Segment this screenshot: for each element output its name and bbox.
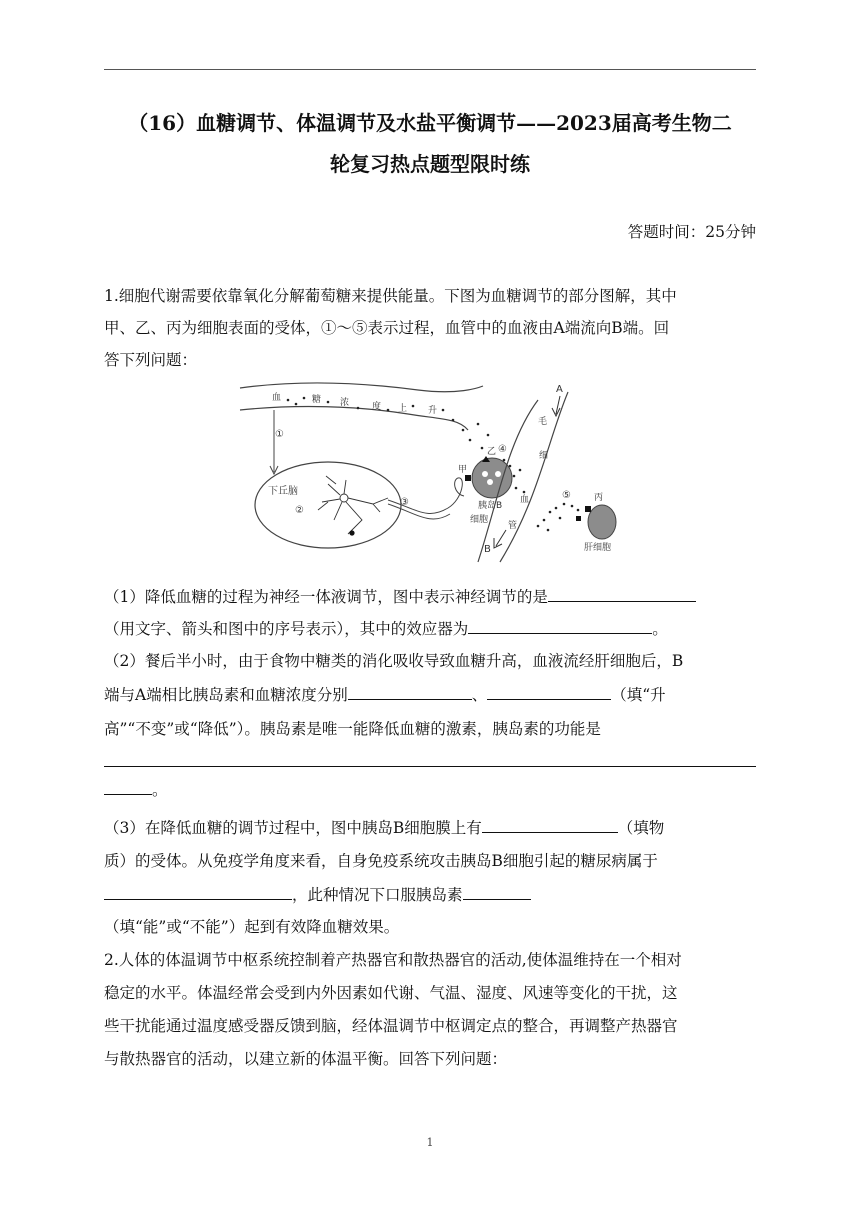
step-3-label: ③: [400, 497, 409, 508]
receptor-jia-label: 甲: [458, 465, 468, 475]
answer-blank[interactable]: [548, 587, 696, 602]
vessel-label: 细: [539, 451, 549, 461]
hypothalamus-label: 下丘脑: [268, 486, 298, 497]
step-4-label: ④: [498, 444, 507, 455]
q1-part3-hint: （填物: [617, 819, 665, 837]
q1-part3-text3: ，此种情况下口服胰岛素: [292, 886, 463, 904]
answer-blank-full[interactable]: [104, 766, 756, 767]
end-b-label: B: [484, 544, 491, 555]
step-1-label: ①: [275, 429, 284, 440]
separator: 、: [471, 686, 488, 704]
period: 。: [652, 620, 668, 638]
neuron-icon: [318, 476, 388, 534]
q1-part1-text2: （用文字、箭头和图中的序号表示），其中的效应器为: [104, 620, 469, 638]
answer-blank[interactable]: [104, 780, 152, 795]
step-2-label: ②: [295, 505, 304, 516]
answer-blank[interactable]: [482, 818, 618, 833]
q2-stem-line: 与散热器官的活动，以建立新的体温平衡。回答下列问题：: [104, 1050, 508, 1068]
q1-part1-line: [104, 585, 756, 607]
q2-stem-line: 2.人体的体温调节中枢系统控制着产热器官和散热器官的活动,使体温维持在一个相对: [104, 951, 682, 969]
period: 。: [152, 781, 168, 799]
blood-sugar-label: 度: [372, 402, 382, 412]
liver-cell: [588, 505, 616, 539]
page-number: 1: [426, 1136, 434, 1149]
blood-sugar-regulation-diagram: [238, 380, 626, 566]
end-a-label: A: [556, 384, 563, 395]
q1-stem-line: 甲、乙、丙为细胞表面的受体，①～⑤表示过程，血管中的血液由A端流向B端。回: [104, 319, 670, 337]
receptor-yi-label: 乙: [487, 447, 497, 457]
answer-blank[interactable]: [468, 619, 652, 634]
q2-stem-line: 些干扰能通过温度感受器反馈到脑，经体温调节中枢调定点的整合，再调整产热器官: [104, 1017, 678, 1035]
q1-part2-line: （2）餐后半小时，由于食物中糖类的消化吸收导致血糖升高，血液流经肝细胞后，B: [104, 652, 684, 670]
answer-blank[interactable]: [104, 885, 292, 900]
q1-stem-line: 答下列问题：: [104, 351, 198, 369]
receptor-bing-label: 丙: [594, 493, 604, 503]
blood-sugar-label: 血: [272, 393, 282, 403]
header-rule: [104, 69, 756, 70]
answer-blank[interactable]: [348, 685, 472, 700]
q1-part2-hint: （填“升: [611, 686, 666, 704]
receptor-jia-mark: [465, 475, 471, 481]
q1-part3-line3: [104, 883, 756, 905]
islet-cell-label: 细胞: [470, 515, 489, 525]
vessel-label: 血: [520, 495, 530, 505]
q1-part2-line3: 高”“不变”或“降低”）。胰岛素是唯一能降低血糖的激素，胰岛素的功能是: [104, 720, 601, 738]
q2-stem-line: 稳定的水平。体温经常会受到内外因素如代谢、气温、湿度、风速等变化的干扰，这: [104, 984, 678, 1002]
blood-sugar-label: 上: [398, 404, 408, 414]
q1-part3-text: （3）在降低血糖的调节过程中，图中胰岛B细胞膜上有: [104, 819, 482, 837]
step-5-label: ⑤: [562, 490, 571, 501]
q1-part2-line4: [104, 778, 756, 800]
page-title: （16）血糖调节、体温调节及水盐平衡调节——2023届高考生物二: [128, 111, 732, 135]
islet-cell-label: 胰岛B: [478, 501, 503, 511]
islet-b-cell: [472, 458, 512, 498]
q1-part3-line2: 质）的受体。从免疫学角度来看，自身免疫系统攻击胰岛B细胞引起的糖尿病属于: [104, 852, 658, 870]
q1-part1-text: （1）降低血糖的过程为神经一体液调节，图中表示神经调节的是: [104, 588, 548, 606]
blood-sugar-label: 糖: [312, 395, 322, 405]
answer-blank[interactable]: [487, 685, 611, 700]
receptor-bing-mark: [585, 506, 591, 512]
vessel-label: 毛: [538, 417, 548, 427]
page-title-line2: 轮复习热点题型限时练: [330, 152, 530, 176]
q1-part1-line2: [104, 617, 756, 639]
liver-cell-label: 肝细胞: [584, 543, 612, 553]
q1-part2-line2: [104, 683, 756, 705]
answer-blank[interactable]: [463, 885, 531, 900]
blood-sugar-label: 升: [428, 406, 438, 416]
blood-sugar-label: 浓: [340, 398, 350, 408]
q1-stem-line: 1.细胞代谢需要依靠氧化分解葡萄糖来提供能量。下图为血糖调节的部分图解，其中: [104, 287, 677, 305]
q1-part2-text: 端与A端相比胰岛素和血糖浓度分别: [104, 686, 348, 704]
vessel-label: 管: [508, 521, 518, 531]
hypothalamus-ellipse: [255, 462, 401, 548]
q1-part3-line4: （填“能”或“不能”）起到有效降血糖效果。: [104, 918, 400, 936]
q1-part3-line: [104, 816, 756, 838]
time-note: 答题时间：25分钟: [627, 223, 756, 241]
